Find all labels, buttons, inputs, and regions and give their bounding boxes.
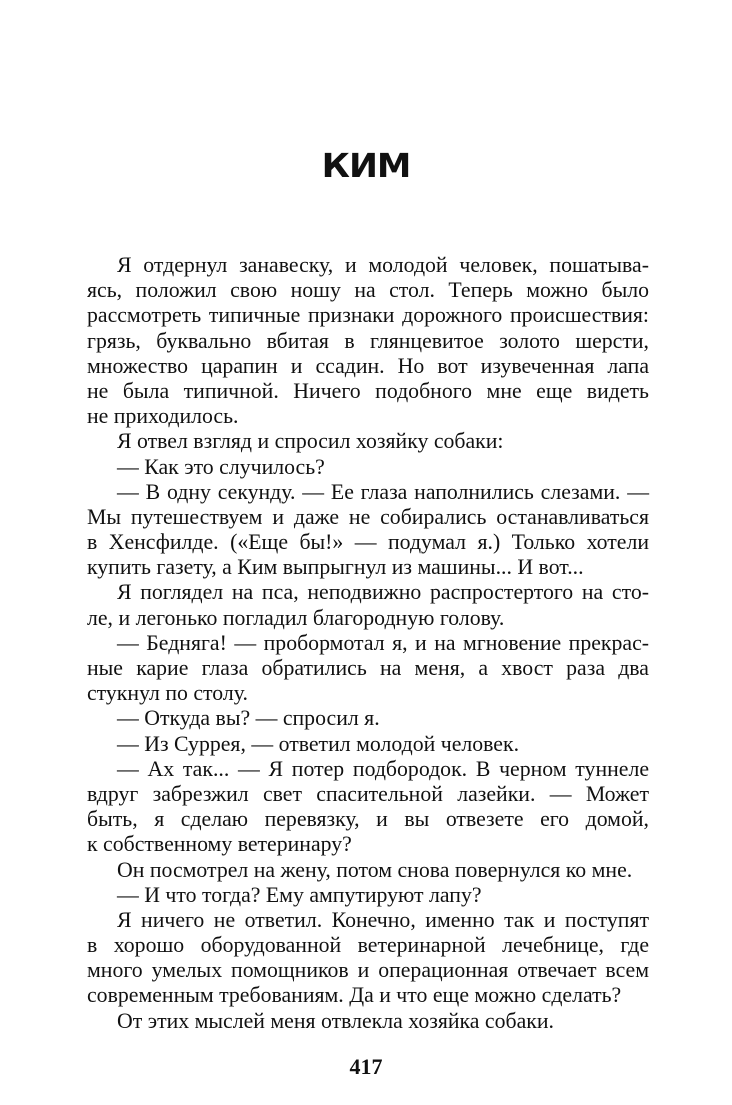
text-line: стукнул по столу. (87, 681, 248, 706)
text-line: Он посмотрел на жену, потом снова повернулся ко мне. (117, 857, 633, 882)
page-number: 417 (349, 1054, 383, 1079)
text-line: Я отдернул занавеску, и молодой человек, пошатыва- (117, 253, 649, 277)
text-line: ле, и легонько погладил благородную голову. (87, 605, 505, 630)
text-line: От этих мыслей меня отвлекла хозяйка собаки. (117, 1008, 554, 1033)
chapter-body-text (87, 253, 649, 1034)
text-line: купить газету, а Ким выпрыгнул из машины... И вот... (87, 555, 584, 580)
text-line: ясь, положил свою ношу на стол. Теперь можно было (87, 278, 649, 303)
text-line: много умелых помощников и операционная отвечает всем (87, 958, 649, 983)
text-line: Я ничего не ответил. Конечно, именно так и поступят (117, 907, 649, 932)
chapter-title: КИМ (321, 146, 411, 185)
text-line: множество царапин и ссадин. Но вот изувеченная лапа (87, 353, 649, 378)
text-line: — Откуда вы? — спросил я. (117, 706, 380, 731)
text-line: быть, я сделаю перевязку, и вы отвезете его домой, (87, 807, 649, 832)
text-line: в хорошо оборудованной ветеринарной лечебнице, где (87, 933, 649, 958)
text-line: — Ах так... — Я потер подбородок. В черном туннеле (117, 756, 649, 781)
text-line: современным требованиям. Да и что еще можно сделать? (87, 983, 622, 1008)
text-line: Мы путешествуем и даже не собирались останавливаться (87, 504, 649, 529)
text-line: Я отвел взгляд и спросил хозяйку собаки: (117, 429, 504, 454)
text-line: — В одну секунду. — Ее глаза наполнились слезами. — (117, 479, 649, 504)
text-line: Я поглядел на пса, неподвижно распростертого на сто- (117, 580, 649, 605)
text-line: к собственному ветеринару? (87, 832, 352, 857)
text-line: рассмотреть типичные признаки дорожного происшествия: (87, 303, 649, 328)
text-line: — Как это случилось? (117, 454, 325, 479)
text-line: в Хенсфилде. («Еще бы!» — подумал я.) Только хотели (87, 530, 649, 555)
text-line: не приходилось. (87, 404, 239, 429)
text-line: — Бедняга! — пробормотал я, и на мгновение прекрас- (117, 630, 649, 655)
text-line: — И что тогда? Ему ампутируют лапу? (117, 882, 482, 907)
text-line: не была типичной. Ничего подобного мне еще видеть (87, 378, 649, 403)
text-line: вдруг забрезжил свет спасительной лазейки. — Может (87, 781, 649, 806)
text-line: грязь, буквально вбитая в глянцевитое золото шерсти, (87, 328, 649, 353)
text-line: ные карие глаза обратились на меня, а хвост раза два (87, 656, 649, 680)
text-line: — Из Суррея, — ответил молодой человек. (117, 731, 520, 756)
